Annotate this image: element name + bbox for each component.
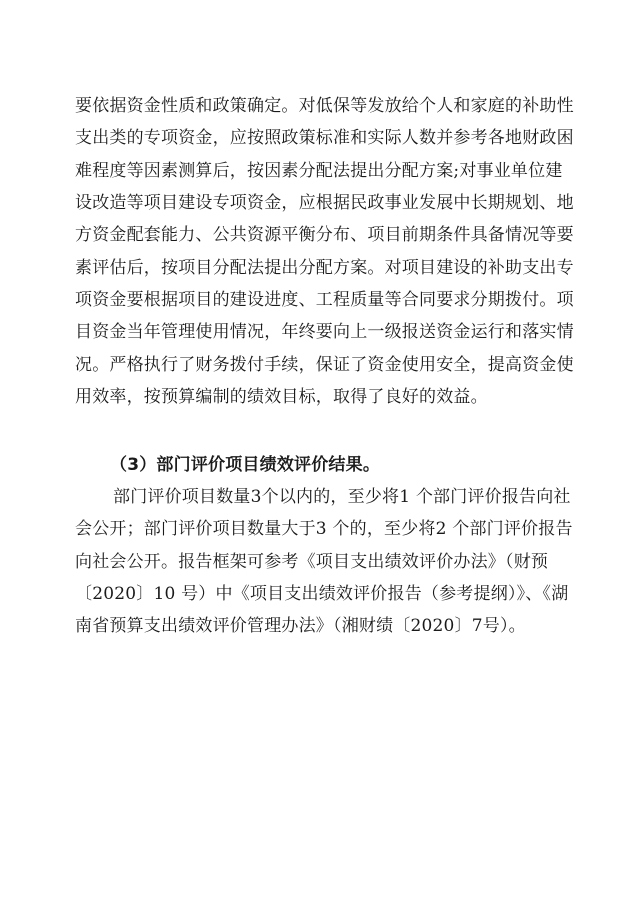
section3-heading: （3）部门评价项目绩效评价结果。 — [110, 455, 381, 475]
paragraph1-line-10: 用效率，按预算编制的绩效目标，取得了良好的效益。 — [75, 387, 488, 407]
section3-line-3: 向社会公开。报告框架可参考《项目支出绩效评价办法》（财预 — [75, 552, 549, 572]
paragraph1-line-2: 支出类的专项资金，应按照政策标准和实际人数并参考各地财政困 — [75, 128, 574, 148]
section3-line-4: 〔2020〕10 号）中《项目支出绩效评价报告（参考提纲）》、《湖 — [75, 584, 569, 604]
paragraph1-line-1: 要依据资金性质和政策确定。对低保等发放给个人和家庭的补助性 — [75, 96, 574, 116]
paragraph1-line-9: 况。严格执行了财务拨付手续，保证了资金使用安全，提高资金使 — [75, 355, 574, 375]
paragraph1-line-3: 难程度等因素测算后，按因素分配法提出分配方案;对事业单位建 — [75, 161, 563, 181]
paragraph1-line-4: 设改造等项目建设专项资金，应根据民政事业发展中长期规划、地 — [75, 193, 574, 213]
paragraph1-line-7: 项资金要根据项目的建设进度、工程质量等合同要求分期拨付。项 — [75, 290, 574, 310]
paragraph1-line-5: 方资金配套能力、公共资源平衡分布、项目前期条件具备情况等要 — [75, 225, 574, 245]
paragraph1-line-8: 目资金当年管理使用情况，年终要向上一级报送资金运行和落实情 — [75, 322, 574, 342]
section3-line-2: 会公开；部门评价项目数量大于3 个的，至少将2 个部门评价报告 — [75, 519, 573, 539]
section3-line-1: 部门评价项目数量3个以内的，至少将1 个部门评价报告向社 — [113, 487, 571, 507]
section3-line-5: 南省预算支出绩效评价管理办法》（湘财绩〔2020〕7号）。 — [75, 616, 526, 636]
paragraph1-line-6: 素评估后，按项目分配法提出分配方案。对项目建设的补助支出专 — [75, 258, 574, 278]
